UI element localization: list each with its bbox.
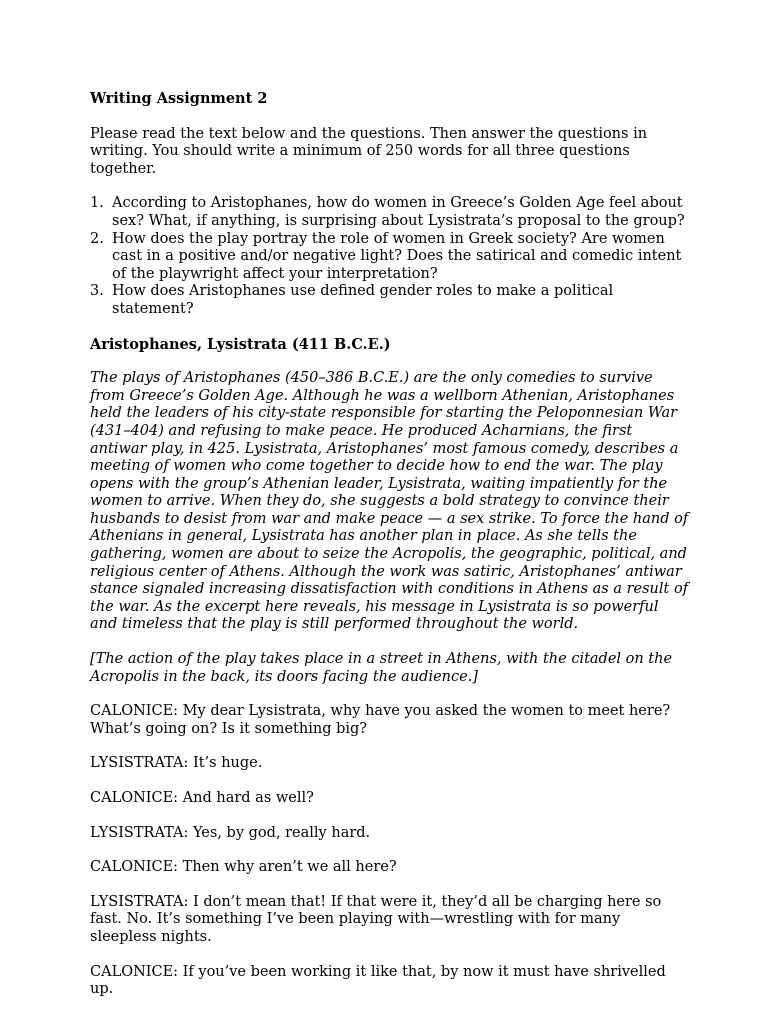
introduction-paragraph: The plays of Aristophanes (450–386 B.C.E.) are the only comedies to survive from Greece’s Golden Age. Although he was a wellborn Athenian, Aristophanes held the leaders of his city-state responsible for starting the Peloponnesian War (431–404) and refusing to make peace. He produced Acharnians, the first antiwar play, in 425. Lysistrata, Aristophanes’ most famous comedy, describes a meeting of women who come together to decide how to end the war. The play opens with the group’s Athenian leader, Lysistrata, waiting impatiently for the women to arrive. When they do, she suggests a bold strategy to convince their husbands to desist from war and make peace — a sex strike. To force the hand of Athenians in general, Lysistrata has another plan in place. As she tells the gathering, women are about to seize the Acropolis, the geographic, political, and religious center of Athens. Although the work was satiric, Aristophanes’ antiwar stance signaled increasing dissatisfaction with conditions in Athens as a result of the war. As the excerpt here reveals, his message in Lysistrata is so powerful and timeless that the play is still performed throughout the world. (90, 370, 689, 633)
dialogue-line: LYSISTRATA: Yes, by god, really hard. (90, 824, 371, 841)
dialogue-line: CALONICE: If you’ve been working it like that, by now it must have shrivelled up. (90, 963, 666, 998)
question-number: 2. (90, 230, 104, 247)
question-text: How does the play portray the role of women in Greek society? Are women cast in a positive and/or negative light? Does the satirical and comedic intent of the playwright affect your interpretation? (112, 230, 682, 282)
stage-direction: [The action of the play takes place in a street in Athens, with the citadel on the Acropolis in the back, its doors facing the audience.] (90, 651, 673, 685)
instructions-paragraph: Please read the text below and the questions. Then answer the questions in writing. You should write a minimum of 250 words for all three questions together. (90, 125, 648, 177)
document-title: Writing Assignment 2 (90, 90, 268, 107)
question-number: 3. (90, 283, 104, 300)
dialogue-line: CALONICE: My dear Lysistrata, why have you asked the women to meet here? What’s going on? Is it something big? (90, 703, 671, 737)
section-heading: Aristophanes, Lysistrata (411 B.C.E.) (90, 335, 391, 353)
question-text: According to Aristophanes, how do women in Greece’s Golden Age feel about sex? What, if anything, is surprising about Lysistrata’s proposal to the group? (112, 195, 685, 229)
question-text: How does Aristophanes use defined gender roles to make a political statement? (112, 283, 614, 317)
dialogue-line: CALONICE: Then why aren’t we all here? (90, 859, 397, 876)
questions-list (90, 195, 690, 318)
dialogue-line: CALONICE: And hard as well? (90, 790, 314, 806)
document-page (90, 90, 690, 1016)
dialogue-line: LYSISTRATA: I don’t mean that! If that were it, they’d all be charging here so fast. No. It’s something I’ve been playing with—wrestling with for many sleepless nights. (90, 893, 662, 945)
dialogue-line: LYSISTRATA: It’s huge. (90, 755, 263, 772)
question-item (90, 230, 690, 284)
question-number: 1. (90, 195, 104, 212)
question-item (90, 195, 690, 230)
question-item (90, 283, 690, 318)
